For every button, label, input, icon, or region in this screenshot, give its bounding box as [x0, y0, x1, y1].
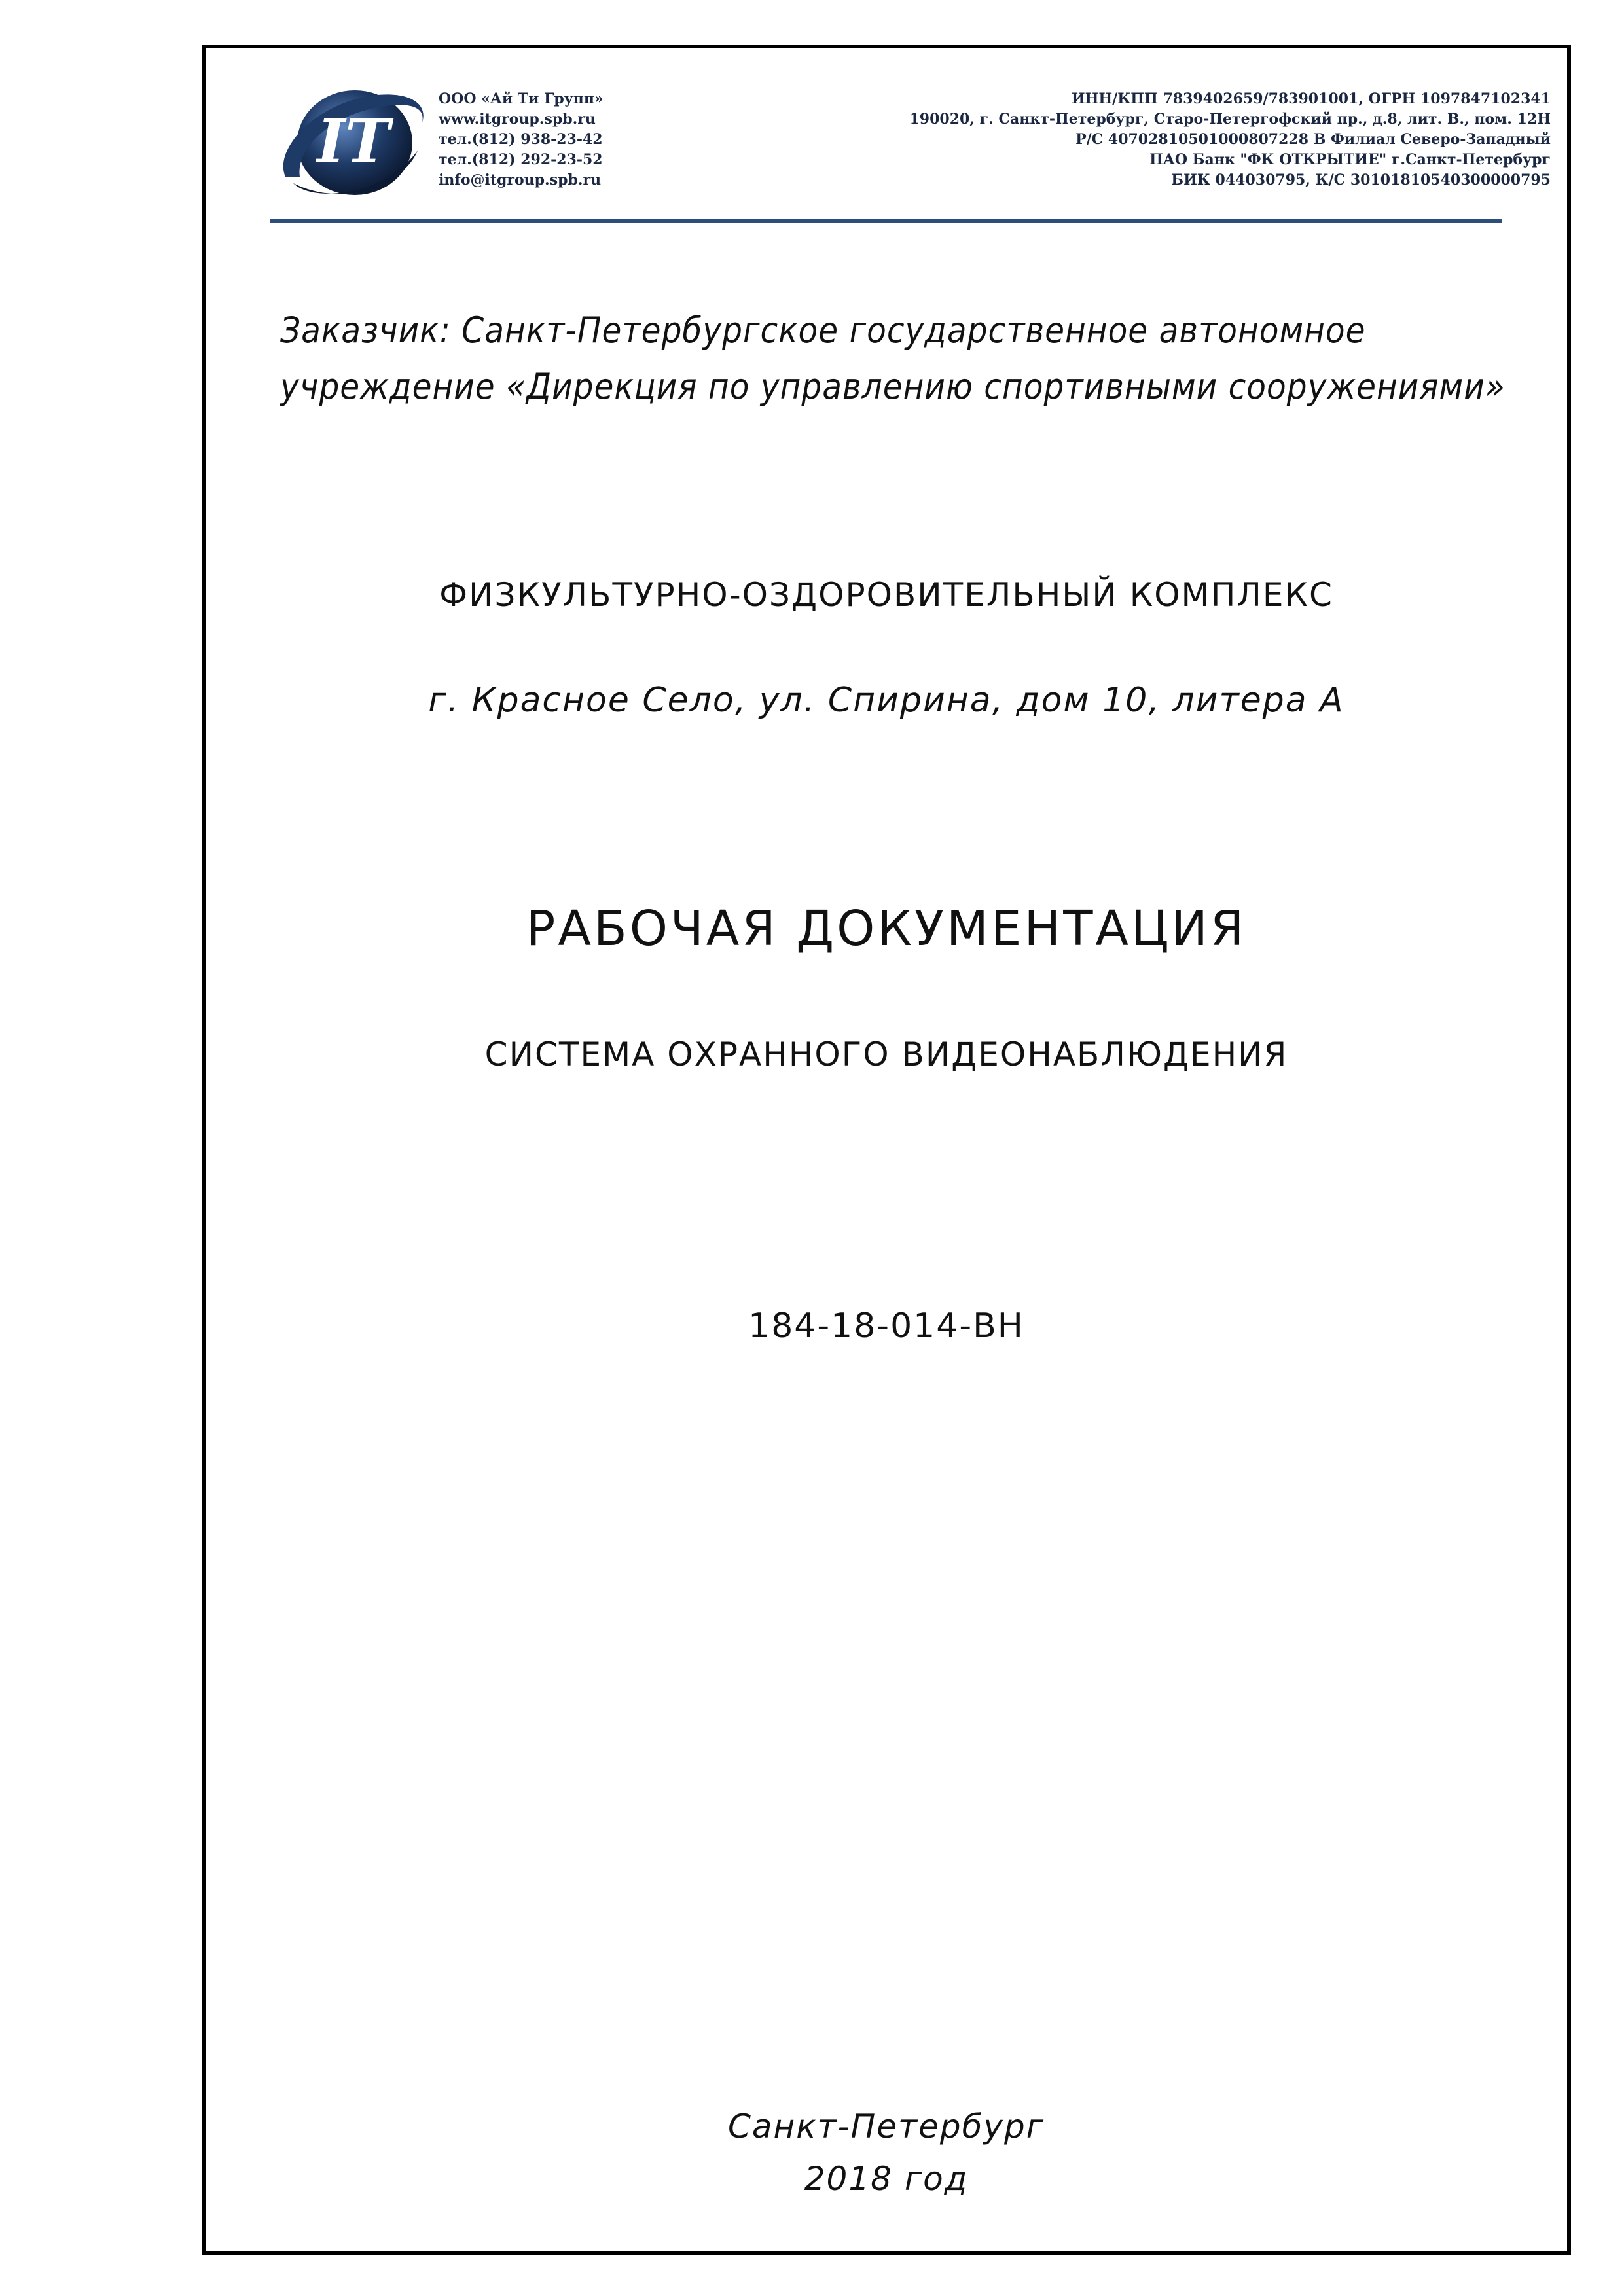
- object-name: ФИЗКУЛЬТУРНО-ОЗДОРОВИТЕЛЬНЫЙ КОМПЛЕКС: [439, 576, 1333, 614]
- company-phone-1: тел.(812) 938-23-42: [439, 131, 603, 148]
- object-address: г. Красное Село, ул. Спирина, дом 10, литера А: [428, 681, 1344, 720]
- company-phone-2: тел.(812) 292-23-52: [439, 151, 603, 168]
- requisites-account: Р/С 40702810501000807228 В Филиал Северо-Западный: [1075, 131, 1551, 148]
- requisites-address: 190020, г. Санкт-Петербург, Старо-Петергофский пр., д.8, лит. В., пом. 12Н: [909, 111, 1551, 128]
- requisites-bik: БИК 044030795, К/С 30101810540300000795: [1171, 171, 1551, 188]
- requisites-bank: ПАО Банк "ФК ОТКРЫТИЕ" г.Санкт-Петербург: [1149, 151, 1551, 168]
- customer-line-2: учреждение «Дирекция по управлению спортивными сооружениями»: [280, 366, 1506, 407]
- footer-year: 2018 год: [804, 2160, 969, 2198]
- requisites-inn: ИНН/КПП 7839402659/783901001, ОГРН 1097847102341: [1071, 90, 1551, 107]
- logo-text: IT: [317, 106, 390, 177]
- company-email: info@itgroup.spb.ru: [439, 171, 602, 188]
- header-divider: [270, 219, 1502, 223]
- document-code: 184-18-014-ВН: [748, 1306, 1024, 1346]
- document-subtitle: СИСТЕМА ОХРАННОГО ВИДЕОНАБЛЮДЕНИЯ: [484, 1035, 1288, 1073]
- document-title: РАБОЧАЯ ДОКУМЕНТАЦИЯ: [526, 901, 1247, 957]
- company-contacts: [439, 89, 604, 190]
- customer-line-1: Заказчик: Санкт-Петербургское государственное автономное: [280, 310, 1366, 351]
- company-name: ООО «Ай Ти Групп»: [439, 90, 604, 107]
- footer-city: Санкт-Петербург: [727, 2108, 1045, 2145]
- customer-block: [280, 302, 1524, 415]
- company-requisites: [909, 89, 1551, 190]
- company-logo-icon: [274, 79, 431, 209]
- company-website: www.itgroup.spb.ru: [439, 111, 596, 128]
